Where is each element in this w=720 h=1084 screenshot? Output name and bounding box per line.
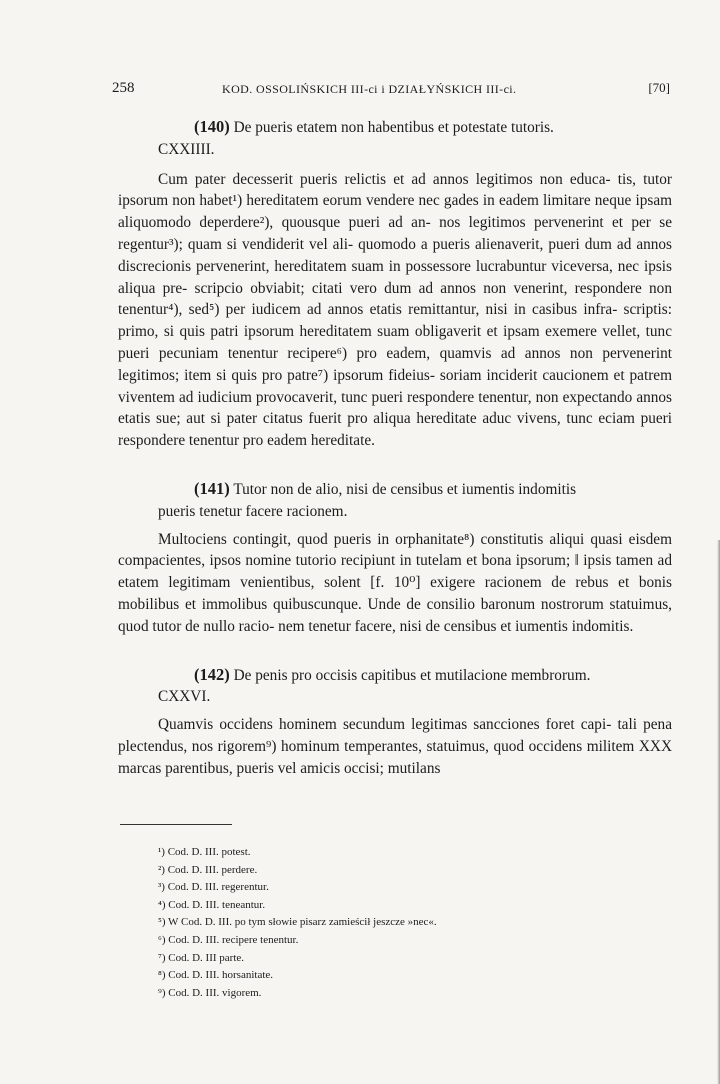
paragraph (118, 714, 672, 779)
section-gap (118, 452, 672, 478)
text-line: tali pena plectendus, nos rigorem⁹) hominum temperantes, statuimus, quod (118, 716, 672, 755)
text-line: occidens militem XXX marcas parentibus, pueris vel amicis occisi; mutilans (118, 737, 672, 777)
section-roman: CXXIIII. (158, 140, 215, 158)
text-line: Cum pater decesserit pueris relictis et ad annos legitimos non educa- (158, 170, 611, 188)
page-number: 258 (112, 80, 135, 96)
section-title: De penis pro occisis capitibus et mutilacione membrorum. (233, 666, 591, 684)
footnote: ¹) Cod. D. III. potest. (158, 846, 251, 858)
text-line: Multociens contingit, quod pueris in orphanitate⁸) constitutis aliqui (158, 530, 585, 548)
text-line: bona ipsorum; ‖ ipsis tamen ad etatem legitimam venientibus, solent [f. 10⁰] (118, 552, 672, 592)
running-title: KOD. OSSOLIŃSKICH III-ci i DZIAŁYŃSKICH III-ci. (222, 82, 517, 96)
text-line: exigere racionem de rebus et bonis mobilibus et immolibus quibuscunque. (118, 574, 672, 613)
text-line: scriptis: primo, si quis patri ipsorum hereditatem suam obligaverit et ipsam (118, 301, 672, 341)
section-number: (140) (194, 117, 230, 136)
section-title: Tutor non de alio, nisi de censibus et iumentis indomitis (233, 480, 577, 498)
footnote: ³) Cod. D. III. regerentur. (158, 881, 269, 894)
text-line: exemere vellet, tunc pueri pecuniam tenentur recipere⁶) pro eadem, quamvis (118, 323, 672, 362)
main-text (118, 116, 672, 780)
text-line: nos legitimos pervenerint et per se regentur³); quam si vendiderit vel ali- (118, 214, 672, 253)
text-line: tunc pueri respondere tenentur, non expectando annos etatis sue; aut si (118, 388, 673, 428)
text-line: hereditatem suam in possessore lucrabuntur viceversa, nec ipsis aliqua pre- (118, 257, 672, 297)
footnote-rule (120, 824, 232, 825)
section-number: (142) (194, 664, 230, 684)
section-heading (118, 478, 672, 501)
footnote: ⁸) Cod. D. III. horsanitate. (158, 969, 274, 982)
text-line: nem tenetur facere, nisi de censibus et iumentis indomitis. (278, 617, 634, 635)
page-header (112, 80, 670, 100)
section-roman: CXXVI. (158, 688, 211, 706)
text-line: tis, tutor ipsorum non habet¹) hereditatem eorum vendere nec gades in (118, 170, 673, 210)
section-heading (118, 664, 672, 687)
text-line: eadem limitare neque ipsam aliquomodo deperdere²), quousque pueri ad an- (118, 192, 673, 232)
section-gap (118, 638, 672, 664)
section-140 (118, 116, 672, 452)
text-line: quasi eisdem compacientes, ipsos nomine tutorio recipiunt in tutelam et (118, 530, 672, 570)
text-line: Quamvis occidens hominem secundum legitimas sancciones foret capi- (158, 716, 612, 734)
section-title-cont: pueris tenetur facere racionem. (158, 502, 348, 520)
text-line: pater citatus fuerit pro aliqua hereditate aduc vivens, tunc eciam pueri (226, 410, 673, 428)
section-body (118, 169, 672, 452)
footnotes (158, 844, 578, 1002)
text-line: tenentur⁴), sed⁵) per iudicem ad annos etatis remittantur, nisi in casibus infra- (118, 301, 618, 319)
text-line: respondere tenentur pro eadem hereditate. (118, 432, 375, 450)
section-142 (118, 664, 672, 780)
paragraph (118, 529, 672, 638)
paragraph (118, 169, 672, 452)
section-body (118, 714, 672, 779)
footnote: ⁷) Cod. D. III parte. (158, 951, 245, 964)
text-line: ad annos non pervenerint legitimos; item si quis pro patre⁷) ipsorum fideius- (118, 344, 672, 384)
footnote: ²) Cod. D. III. perdere. (158, 863, 258, 876)
footnote: ⁹) Cod. D. III. vigorem. (158, 986, 262, 999)
folio-marker: [70] (648, 80, 670, 95)
text-line: Unde de consilio baronum nostrorum statuimus, quod tutor de nullo racio- (118, 595, 672, 635)
text-line: scripcio obviabit; citati vero dum ad annos non venerint, respondere non (194, 279, 672, 297)
text-line: soriam inciderit caucionem et patrem viventem ad iudicium provocaverit, (118, 366, 672, 406)
section-141 (118, 478, 672, 638)
section-body (118, 529, 672, 638)
footnote: ⁵) W Cod. D. III. po tym słowie pisarz zamieścił jeszcze »nec«. (158, 916, 437, 929)
section-number: (141) (194, 478, 230, 498)
footnote: ⁶) Cod. D. III. recipere tenentur. (158, 933, 299, 946)
section-heading (118, 116, 672, 139)
text-line: quomodo a pueris alienaverit, pueri dum ad annos discrecionis pervenerint, (118, 235, 673, 275)
footnote: ⁴) Cod. D. III. teneantur. (158, 898, 266, 911)
section-title: De pueris etatem non habentibus et potestate tutoris. (233, 119, 554, 136)
